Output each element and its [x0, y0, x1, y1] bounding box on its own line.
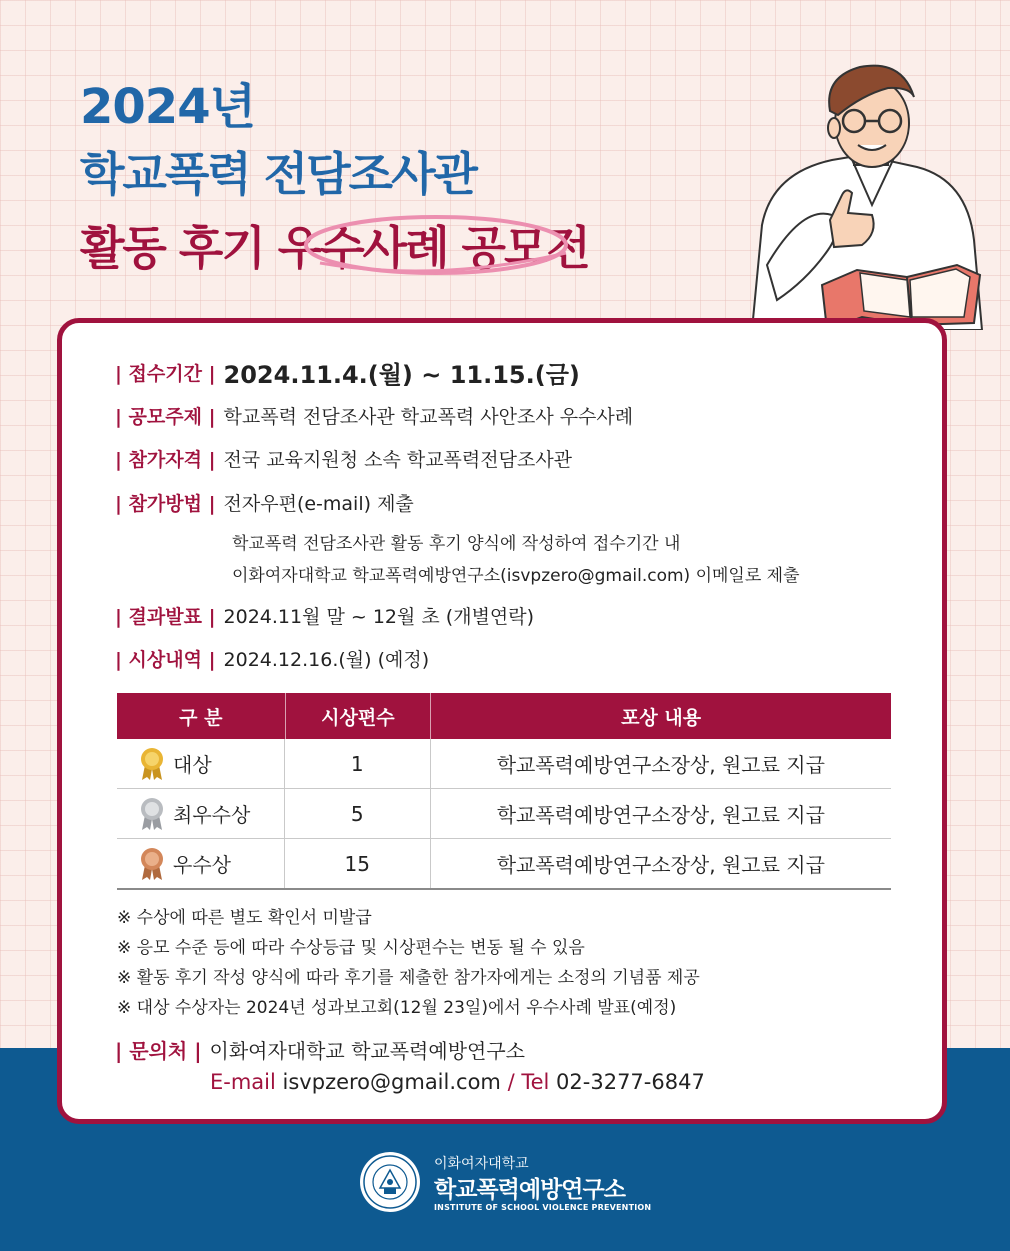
info-value: 학교폭력 전담조사관 학교폭력 사안조사 우수사례	[223, 406, 634, 428]
table-row	[117, 739, 891, 789]
info-row-eligibility	[115, 445, 572, 472]
award-count: 1	[285, 739, 431, 788]
title-line-2: 학교폭력 전담조사관	[80, 147, 476, 201]
note-line: ※ 응모 수준 등에 따라 수상등급 및 시상편수는 변동 될 수 있음	[117, 938, 585, 958]
award-name: 최우수상	[173, 803, 251, 827]
title-line3-pre: 활동 후기	[80, 221, 278, 275]
info-row-method	[115, 489, 414, 516]
info-row-period	[115, 355, 580, 390]
award-cell	[117, 789, 285, 838]
gold-medal-icon	[139, 747, 165, 781]
info-value: 전자우편(e-mail) 제출	[223, 493, 414, 515]
contact-details	[210, 1070, 705, 1094]
info-row-results	[115, 602, 534, 629]
highlight-oval	[300, 205, 572, 279]
awards-table	[117, 693, 891, 890]
table-header	[117, 693, 891, 739]
info-row-topic	[115, 402, 633, 429]
man-with-book-illustration	[712, 55, 992, 330]
method-detail-line: 이화여자대학교 학교폭력예방연구소(isvpzero@gmail.com) 이메일로 제출	[232, 566, 800, 586]
award-cell	[117, 739, 285, 788]
table-row	[117, 839, 891, 890]
tel-label: Tel	[521, 1070, 550, 1094]
info-label: | 참가방법 |	[115, 493, 216, 515]
footer-institute: 학교폭력예방연구소	[434, 1177, 625, 1203]
award-prize: 학교폭력예방연구소장상, 원고료 지급	[496, 803, 825, 827]
award-prize: 학교폭력예방연구소장상, 원고료 지급	[496, 753, 825, 777]
table-row	[117, 789, 891, 839]
award-name: 대상	[173, 753, 212, 777]
info-value: 전국 교육지원청 소속 학교폭력전담조사관	[223, 449, 573, 471]
title-year: 2024년	[80, 79, 255, 135]
info-label: | 공모주제 |	[115, 406, 216, 428]
title-highlight-word: 우수사례	[277, 221, 448, 275]
award-cell	[117, 839, 285, 888]
contact-org: 이화여자대학교 학교폭력예방연구소	[209, 1039, 525, 1063]
info-row-ceremony	[115, 645, 429, 672]
method-detail-line: 학교폭력 전담조사관 활동 후기 양식에 작성하여 접수기간 내	[232, 534, 681, 554]
silver-medal-icon	[139, 797, 165, 831]
award-count: 15	[285, 839, 431, 888]
header-category: 구 분	[179, 706, 223, 729]
award-name: 우수상	[173, 853, 231, 877]
header-count: 시상편수	[285, 693, 432, 739]
info-value: 2024.11월 말 ~ 12월 초 (개별연락)	[223, 606, 535, 628]
title-line3-post: 공모전	[447, 221, 589, 275]
footer-university: 이화여자대학교	[434, 1156, 529, 1172]
note-line: ※ 활동 후기 작성 양식에 따라 후기를 제출한 참가자에게는 소정의 기념품 제공	[117, 968, 700, 988]
info-label: | 접수기간 |	[115, 363, 216, 385]
email-address[interactable]: isvpzero@gmail.com	[282, 1070, 501, 1094]
info-value: 2024.12.16.(월) (예정)	[223, 649, 430, 671]
award-prize: 학교폭력예방연구소장상, 원고료 지급	[496, 853, 825, 877]
note-line: ※ 대상 수상자는 2024년 성과보고회(12월 23일)에서 우수사례 발표(예정)	[117, 998, 677, 1018]
note-line: ※ 수상에 따른 별도 확인서 미발급	[117, 908, 372, 928]
bronze-medal-icon	[139, 847, 165, 881]
award-count: 5	[285, 789, 431, 838]
email-label: E-mail	[210, 1070, 276, 1094]
contact-label: | 문의처 |	[115, 1039, 202, 1063]
separator: /	[507, 1070, 515, 1094]
info-label: | 시상내역 |	[115, 649, 216, 671]
footer-institute-english: INSTITUTE OF SCHOOL VIOLENCE PREVENTION	[434, 1203, 652, 1212]
info-value: 2024.11.4.(월) ~ 11.15.(금)	[223, 361, 580, 389]
tel-number: 02-3277-6847	[556, 1070, 705, 1094]
header-prize: 포상 내용	[621, 706, 702, 729]
info-label: | 결과발표 |	[115, 606, 216, 628]
university-seal-icon	[358, 1150, 422, 1214]
contact-row	[115, 1035, 525, 1064]
info-label: | 참가자격 |	[115, 449, 216, 471]
